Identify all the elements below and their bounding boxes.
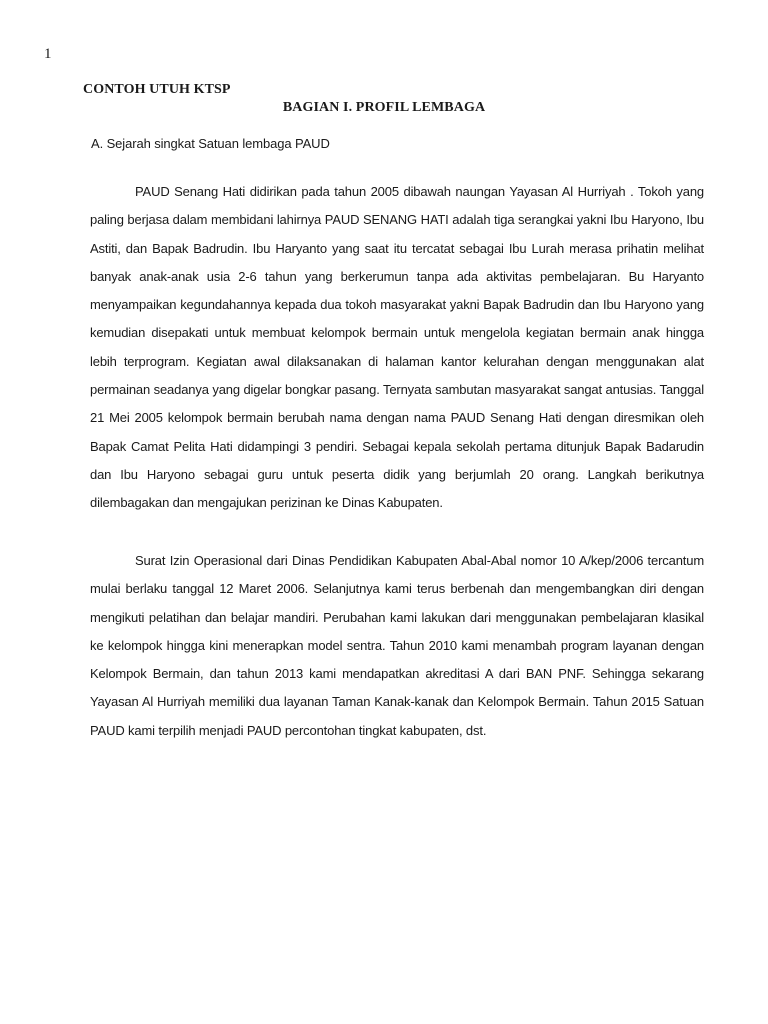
section-title: BAGIAN I. PROFIL LEMBAGA <box>282 100 486 115</box>
paragraph: PAUD Senang Hati didirikan pada tahun 2005 dibawah naungan Yayasan Al Hurriyah . Tokoh yang paling berjasa dalam membidani lahirnya PAUD SENANG HATI adalah tiga serangkai yakni Ibu Haryono, Ibu Astiti, dan Bapak Badrudin. Ibu Haryanto yang saat itu tercatat sebagai Ibu Lurah merasa prihatin melihat banyak anak-anak usia 2-6 tahun yang berkerumun tanpa ada aktivitas pembelajaran. Bu Haryanto menyampaikan kegundahannya kepada dua tokoh masyarakat yakni Bapak Badrudin dan Ibu Haryono yang kemudian disepakati untuk membuat kelompok bermain untuk mengelola kegiatan bermain anak hingga lebih terprogram. Kegiatan awal dilaksanakan di halaman kantor kelurahan dengan menggunakan alat permainan seadanya yang digelar bongkar pasang. Ternyata sambutan masyarakat sangat antusias. Tanggal 21 Mei 2005 kelompok bermain berubah nama dengan nama PAUD Senang Hati dengan diresmikan oleh Bapak Camat Pelita Hati didampingi 3 pendiri. Sebagai kepala sekolah pertama ditunjuk Bapak Badarudin dan Ibu Haryono sebagai guru untuk peserta didik yang berjumlah 20 orang. Langkah berikutnya dilembagakan dan mengajukan perizinan ke Dinas Kabupaten. <box>90 184 704 511</box>
document-title: CONTOH UTUH KTSP <box>83 82 231 97</box>
paragraph: Surat Izin Operasional dari Dinas Pendidikan Kabupaten Abal-Abal nomor 10 A/kep/2006 tercantum mulai berlaku tanggal 12 Maret 2006. Selanjutnya kami terus berbenah dan mengembangkan diri dengan mengikuti pelatihan dan belajar mandiri. Perubahan kami lakukan dari menggunakan pembelajaran klasikal ke kelompok hingga kini menerapkan model sentra. Tahun 2010 kami menambah program layanan dengan Kelompok Bermain, dan tahun 2013 kami mendapatkan akreditasi A dari BAN PNF. Sehingga sekarang Yayasan Al Hurriyah memiliki dua layanan Taman Kanak-kanak dan Kelompok Bermain. Tahun 2015 Satuan PAUD kami terpilih menjadi PAUD percontohan tingkat kabupaten, dst. <box>90 553 704 738</box>
subsection-heading: A. Sejarah singkat Satuan lembaga PAUD <box>91 136 330 151</box>
page-number: 1 <box>44 46 52 62</box>
